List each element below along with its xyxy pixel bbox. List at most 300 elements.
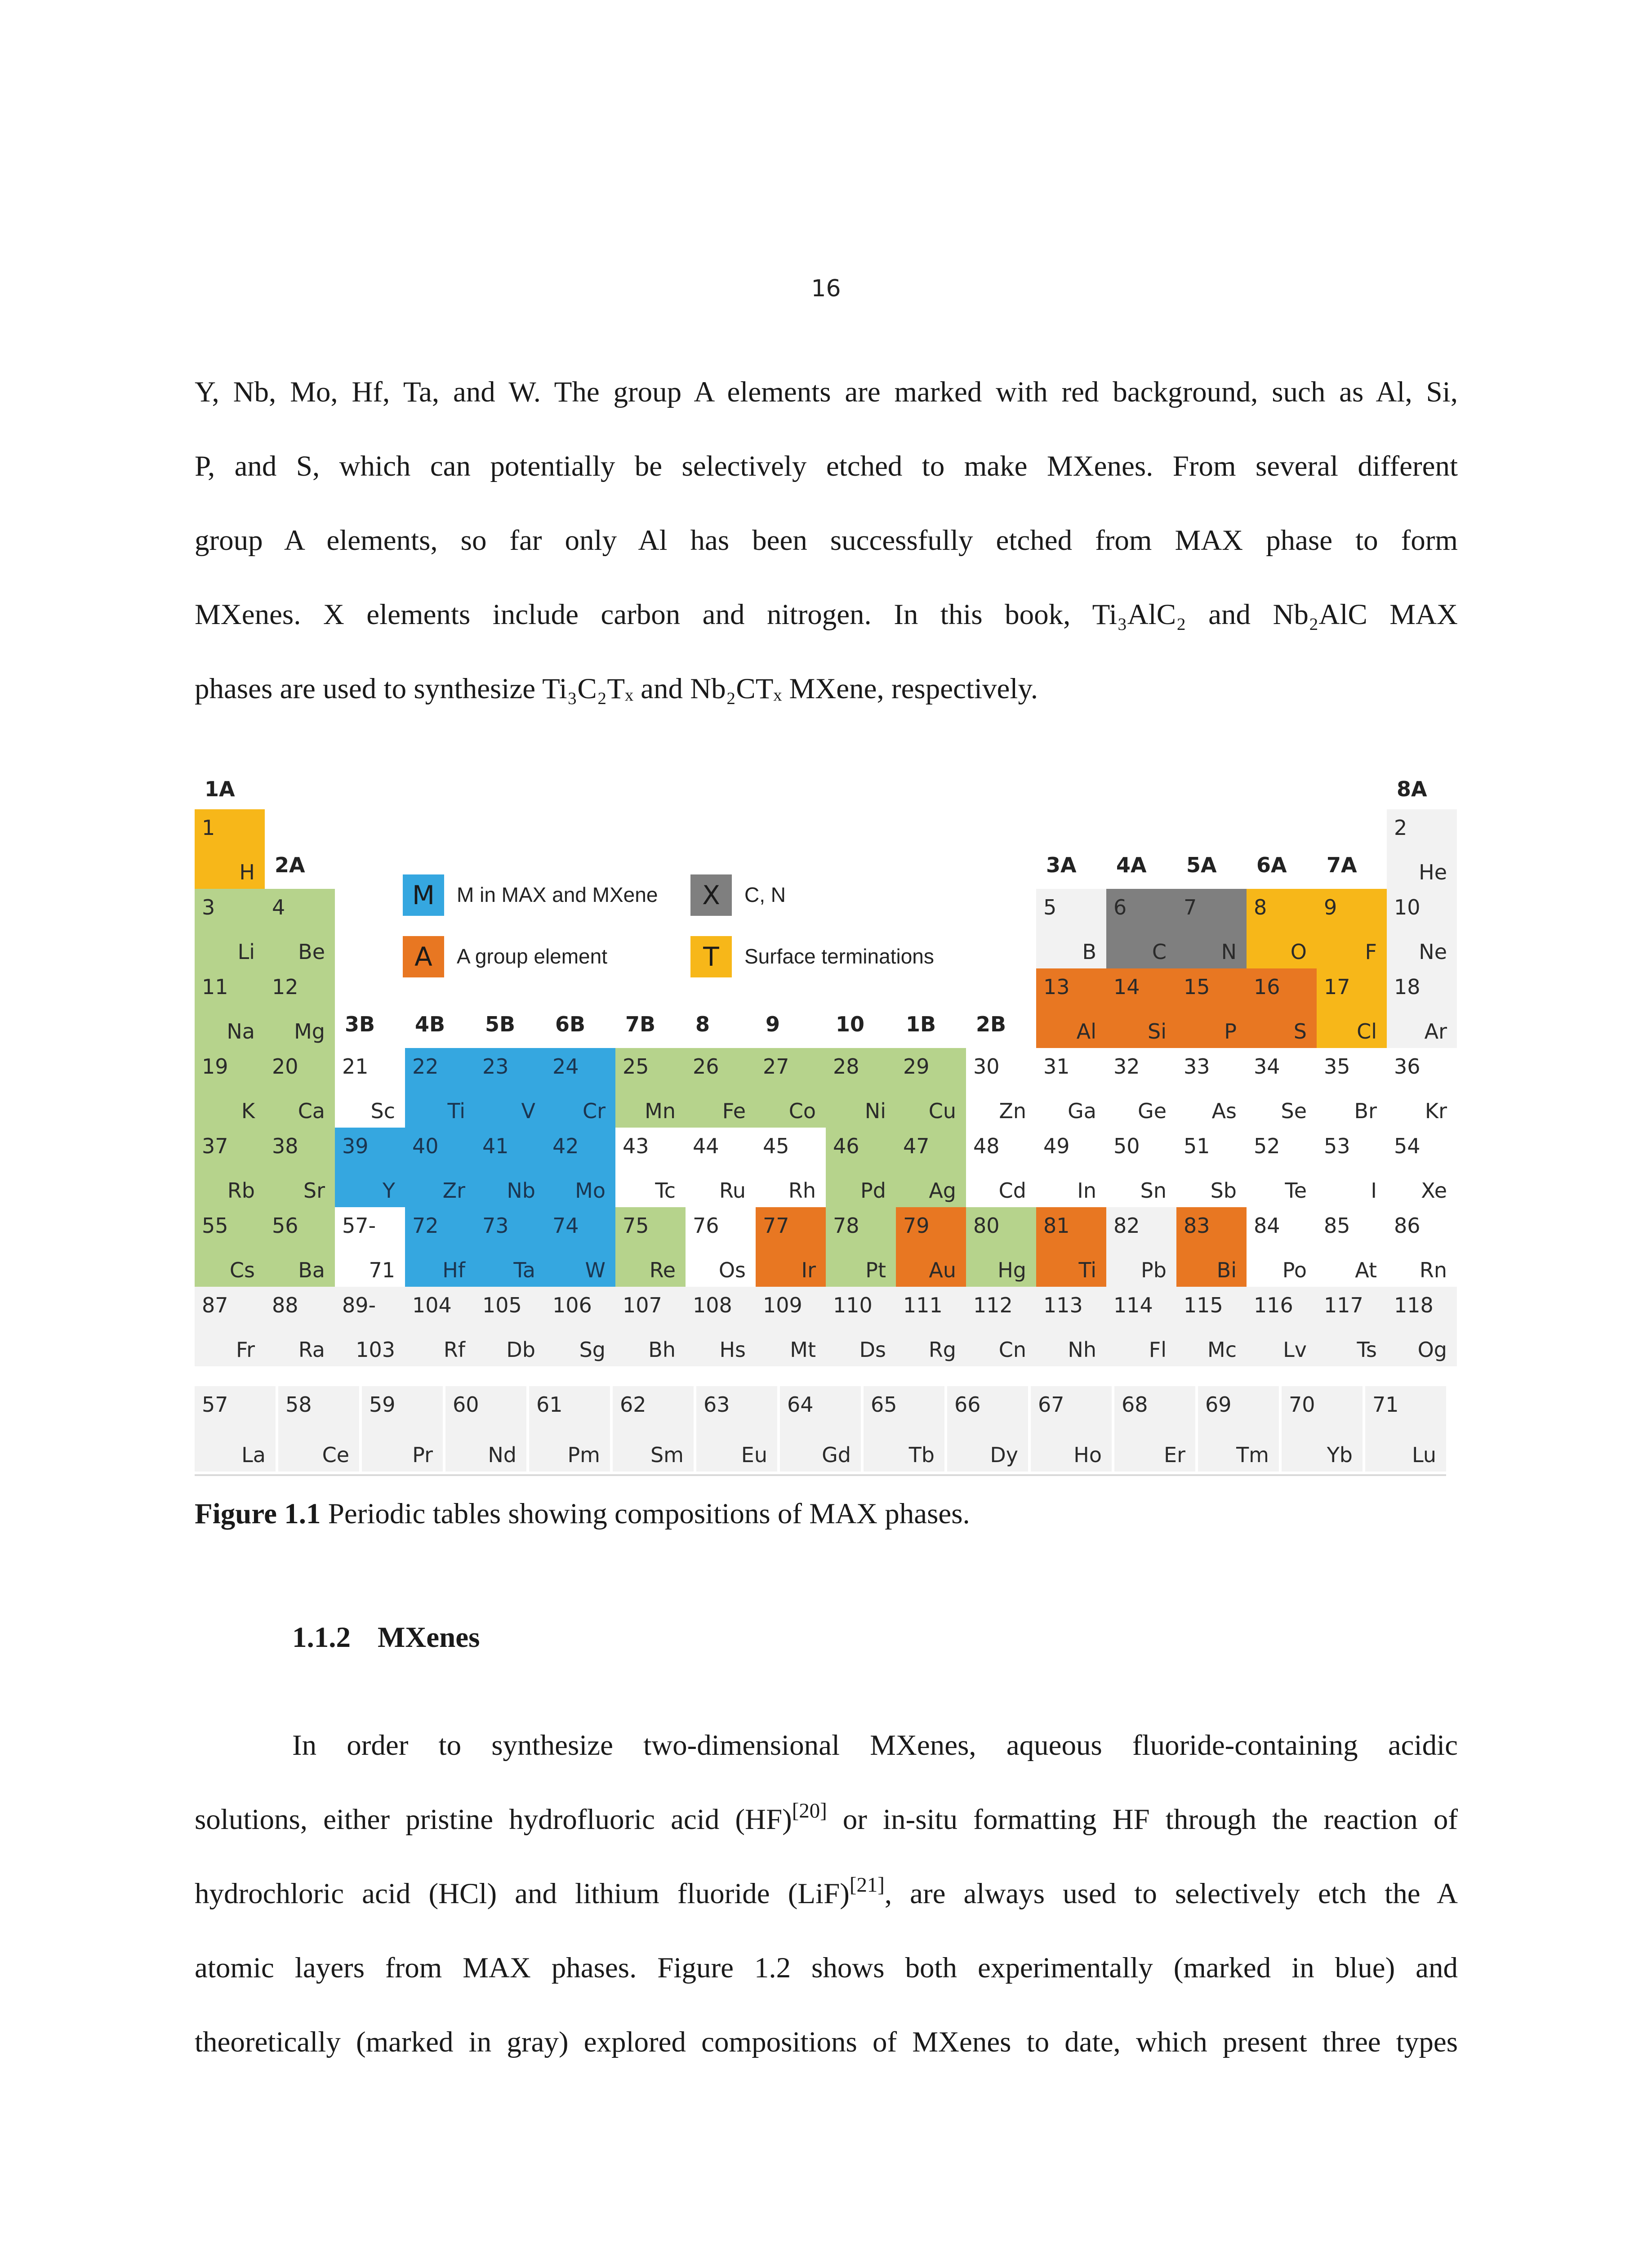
atomic-number: 108 [693, 1293, 732, 1317]
element-symbol: Sg [579, 1338, 606, 1362]
element-cell-ca [265, 1048, 335, 1128]
element-cell-o [1247, 889, 1317, 968]
atomic-number: 74 [552, 1213, 579, 1238]
element-cell-i [1317, 1128, 1387, 1207]
caption-text: Periodic tables showing compositions of MAX phases. [321, 1498, 970, 1530]
element-symbol: Lv [1283, 1338, 1307, 1362]
element-cell-ir [756, 1207, 826, 1287]
group-label-4a: 4A [1116, 853, 1147, 877]
atomic-number: 71 [1372, 1392, 1399, 1417]
element-symbol: Re [649, 1258, 676, 1282]
element-symbol: Cs [229, 1258, 255, 1282]
atomic-number: 104 [412, 1293, 452, 1317]
atomic-number: 84 [1254, 1213, 1280, 1238]
element-cell-hf [405, 1207, 475, 1287]
group-label-3b: 3B [345, 1012, 375, 1036]
element-symbol: Po [1282, 1258, 1307, 1282]
element-symbol: Ta [513, 1258, 535, 1282]
element-symbol: W [585, 1258, 606, 1282]
element-cell-ra [265, 1287, 335, 1366]
group-label-7a: 7A [1327, 853, 1357, 877]
group-label-5a: 5A [1186, 853, 1217, 877]
atomic-number: 61 [536, 1392, 563, 1417]
atomic-number: 17 [1324, 975, 1350, 999]
lanthanide-cell-gd [780, 1386, 861, 1472]
element-symbol: Mt [790, 1338, 816, 1362]
atomic-number: 64 [787, 1392, 814, 1417]
atomic-number: 63 [704, 1392, 730, 1417]
element-cell-sc [335, 1048, 405, 1128]
group-label-1b: 1B [906, 1012, 936, 1036]
element-cell-hs [686, 1287, 756, 1366]
text-line: Y, Nb, Mo, Hf, Ta, and W. The group A elements are marked with red background, such as Al, Si, [195, 376, 1458, 408]
element-symbol: Pm [567, 1443, 600, 1467]
element-symbol: Au [929, 1258, 956, 1282]
element-symbol: I [1371, 1178, 1377, 1203]
atomic-number: 112 [973, 1293, 1013, 1317]
element-symbol: La [241, 1443, 266, 1467]
atomic-number: 110 [833, 1293, 873, 1317]
atomic-number: 31 [1043, 1054, 1070, 1079]
element-cell-c [1106, 889, 1176, 968]
atomic-number: 13 [1043, 975, 1070, 999]
element-symbol: Fl [1149, 1338, 1167, 1362]
element-symbol: 103 [356, 1338, 395, 1362]
element-symbol: Os [718, 1258, 746, 1282]
element-cell-rg [896, 1287, 966, 1366]
element-symbol: Cr [582, 1099, 606, 1123]
element-cell-cr [545, 1048, 615, 1128]
atomic-number: 19 [202, 1054, 228, 1079]
element-cell-be [265, 889, 335, 968]
element-symbol: Gd [822, 1443, 851, 1467]
figure-caption [195, 1497, 970, 1531]
text-line: atomic layers from MAX phases. Figure 1.2 shows both experimentally (marked in blue) and [195, 1952, 1458, 1984]
section-heading [292, 1621, 480, 1655]
element-cell-pd [826, 1128, 896, 1207]
atomic-number: 11 [202, 975, 228, 999]
atomic-number: 106 [552, 1293, 592, 1317]
atomic-number: 72 [412, 1213, 439, 1238]
group-label-5b: 5B [485, 1012, 516, 1036]
element-symbol: Tm [1236, 1443, 1269, 1467]
element-symbol: Mc [1207, 1338, 1237, 1362]
element-symbol: Ca [298, 1099, 325, 1123]
atomic-number: 6 [1113, 895, 1127, 919]
element-cell-v [475, 1048, 545, 1128]
element-symbol: Co [788, 1099, 816, 1123]
element-cell-br [1317, 1048, 1387, 1128]
element-cell-sb [1176, 1128, 1247, 1207]
atomic-number: 1 [202, 816, 215, 840]
element-cell-in [1036, 1128, 1106, 1207]
element-cell-sr [265, 1128, 335, 1207]
citation-ref[interactable]: [21] [849, 1873, 885, 1897]
element-cell-ts [1317, 1287, 1387, 1366]
group-label-10: 10 [836, 1012, 865, 1036]
text-line: MXenes. X elements include carbon and nitrogen. In this book, Ti₃AlC₂ and Nb₂AlC MAX [195, 598, 1458, 631]
atomic-number: 30 [973, 1054, 1000, 1079]
element-symbol: B [1082, 940, 1096, 964]
text-line [195, 1857, 1458, 1931]
lanthanide-cell-tb [864, 1386, 944, 1472]
element-cell-re [615, 1207, 686, 1287]
atomic-number: 54 [1394, 1134, 1420, 1158]
element-cell-se [1247, 1048, 1317, 1128]
section-number: 1.1.2 [292, 1621, 351, 1654]
text-line: In order to synthesize two-dimensional MXenes, aqueous fluoride-containing acidic [292, 1729, 1458, 1762]
atomic-number: 85 [1324, 1213, 1350, 1238]
element-cell-f [1317, 889, 1387, 968]
element-symbol: Ti [447, 1099, 465, 1123]
atomic-number: 87 [202, 1293, 228, 1317]
atomic-number: 70 [1289, 1392, 1315, 1417]
element-cell-xe [1387, 1128, 1457, 1207]
element-cell-mg [265, 968, 335, 1048]
atomic-number: 113 [1043, 1293, 1083, 1317]
element-cell-rf [405, 1287, 475, 1366]
legend-label-m: M in MAX and MXene [457, 883, 658, 906]
text-line: group A elements, so far only Al has been successfully etched from MAX phase to form [195, 524, 1458, 557]
atomic-number: 12 [272, 975, 298, 999]
atomic-number: 58 [285, 1392, 312, 1417]
atomic-number: 46 [833, 1134, 859, 1158]
atomic-number: 38 [272, 1134, 298, 1158]
element-symbol: As [1211, 1099, 1237, 1123]
element-symbol: Al [1076, 1019, 1096, 1044]
element-cell-fr [195, 1287, 265, 1366]
element-symbol: Ra [298, 1338, 325, 1362]
element-symbol: Hg [997, 1258, 1026, 1282]
element-symbol: Sr [303, 1178, 325, 1203]
group-label-2b: 2B [976, 1012, 1006, 1036]
atomic-number: 48 [973, 1134, 1000, 1158]
group-label-8: 8 [695, 1012, 710, 1036]
element-cell-nh [1036, 1287, 1106, 1366]
group-label-6b: 6B [555, 1012, 586, 1036]
element-symbol: In [1077, 1178, 1096, 1203]
atomic-number: 109 [763, 1293, 802, 1317]
element-cell-al [1036, 968, 1106, 1048]
element-cell-cd [966, 1128, 1036, 1207]
element-symbol: Se [1281, 1099, 1307, 1123]
atomic-number: 76 [693, 1213, 719, 1238]
element-symbol: H [239, 860, 255, 884]
lanthanide-cell-la [195, 1386, 276, 1472]
element-symbol: He [1419, 860, 1447, 884]
element-symbol: Nd [488, 1443, 517, 1467]
legend-label-x: C, N [744, 883, 786, 906]
text-line: phases are used to synthesize Ti₃C₂Tₓ and Nb₂CTₓ MXene, respectively. [195, 673, 1038, 705]
element-symbol: Db [506, 1338, 535, 1362]
element-cell-lv [1247, 1287, 1317, 1366]
atomic-number: 79 [903, 1213, 930, 1238]
element-symbol: Zn [999, 1099, 1026, 1123]
element-cell-rh [756, 1128, 826, 1207]
atomic-number: 9 [1324, 895, 1337, 919]
element-symbol: Sc [370, 1099, 395, 1123]
atomic-number: 39 [342, 1134, 369, 1158]
atomic-number: 65 [871, 1392, 897, 1417]
element-cell-ni [826, 1048, 896, 1128]
element-cell-b [1036, 889, 1106, 968]
element-cell-li [195, 889, 265, 968]
atomic-number: 59 [369, 1392, 396, 1417]
element-symbol: Ts [1357, 1338, 1377, 1362]
atomic-number: 43 [623, 1134, 649, 1158]
element-symbol: 71 [369, 1258, 395, 1282]
element-cell-au [896, 1207, 966, 1287]
atomic-number: 28 [833, 1054, 859, 1079]
text-span: or in-situ formatting HF through the reaction of [827, 1803, 1458, 1836]
element-cell-nb [475, 1128, 545, 1207]
element-symbol: Bi [1216, 1258, 1237, 1282]
atomic-number: 114 [1113, 1293, 1153, 1317]
group-label-8a: 8A [1397, 777, 1427, 801]
atomic-number: 27 [763, 1054, 789, 1079]
element-cell-rn [1387, 1207, 1457, 1287]
element-cell-fl [1106, 1287, 1176, 1366]
atomic-number: 68 [1122, 1392, 1148, 1417]
element-cell-ba [265, 1207, 335, 1287]
legend-swatch-m: M [403, 874, 444, 916]
atomic-number: 26 [693, 1054, 719, 1079]
lanthanide-cell-pm [529, 1386, 610, 1472]
lanthanide-cell-ce [278, 1386, 359, 1472]
element-cell-cs [195, 1207, 265, 1287]
atomic-number: 42 [552, 1134, 579, 1158]
element-cell-ti [1036, 1207, 1106, 1287]
atomic-number: 55 [202, 1213, 228, 1238]
element-symbol: C [1152, 940, 1167, 964]
atomic-number: 75 [623, 1213, 649, 1238]
element-cell-bh [615, 1287, 686, 1366]
element-cell-kr [1387, 1048, 1457, 1128]
element-symbol: N [1221, 940, 1237, 964]
atomic-number: 3 [202, 895, 215, 919]
element-cell-ta [475, 1207, 545, 1287]
element-symbol: Fr [236, 1338, 255, 1362]
atomic-number: 53 [1324, 1134, 1350, 1158]
element-cell-mn [615, 1048, 686, 1128]
atomic-number: 36 [1394, 1054, 1420, 1079]
element-symbol: Ag [929, 1178, 956, 1203]
atomic-number: 88 [272, 1293, 298, 1317]
atomic-number: 10 [1394, 895, 1420, 919]
atomic-number: 66 [954, 1392, 981, 1417]
element-symbol: Ar [1424, 1019, 1447, 1044]
group-label-4b: 4B [415, 1012, 445, 1036]
lanthanide-cell-nd [445, 1386, 526, 1472]
element-symbol: At [1355, 1258, 1377, 1282]
atomic-number: 50 [1113, 1134, 1140, 1158]
element-symbol: Ni [864, 1099, 886, 1123]
element-cell-mc [1176, 1287, 1247, 1366]
element-symbol: Fe [722, 1099, 746, 1123]
page-number: 16 [811, 275, 841, 302]
element-cell-na [195, 968, 265, 1048]
element-cell-cu [896, 1048, 966, 1128]
lanthanide-cell-pr [362, 1386, 443, 1472]
element-symbol: Mn [645, 1099, 676, 1123]
element-symbol: Si [1148, 1019, 1167, 1044]
element-cell-ti [405, 1048, 475, 1128]
lanthanide-cell-yb [1282, 1386, 1363, 1472]
element-symbol: P [1224, 1019, 1237, 1044]
element-cell-ga [1036, 1048, 1106, 1128]
lanthanide-cell-er [1114, 1386, 1195, 1472]
element-symbol: Mg [294, 1019, 325, 1044]
atomic-number: 33 [1184, 1054, 1210, 1079]
element-symbol: Ce [322, 1443, 349, 1467]
text-span: solutions, either pristine hydrofluoric acid (HF) [195, 1803, 792, 1836]
element-cell-cn [966, 1287, 1036, 1366]
element-symbol: Rb [227, 1178, 255, 1203]
atomic-number: 15 [1184, 975, 1210, 999]
atomic-number: 29 [903, 1054, 930, 1079]
element-cell-pt [826, 1207, 896, 1287]
legend-swatch-t: T [690, 936, 732, 977]
element-symbol: Pb [1141, 1258, 1167, 1282]
element-symbol: Cu [928, 1099, 956, 1123]
atomic-number: 44 [693, 1134, 719, 1158]
group-label-9: 9 [766, 1012, 780, 1036]
element-cell-zr [405, 1128, 475, 1207]
element-symbol: Sm [650, 1443, 684, 1467]
element-symbol: Og [1417, 1338, 1447, 1362]
caption-label: Figure 1.1 [195, 1498, 321, 1530]
element-symbol: Tc [655, 1178, 676, 1203]
atomic-number: 40 [412, 1134, 439, 1158]
atomic-number: 45 [763, 1134, 789, 1158]
element-symbol: Yb [1327, 1443, 1353, 1467]
legend-label-t: Surface terminations [744, 945, 934, 968]
element-cell-103 [335, 1287, 405, 1366]
element-symbol: Ba [298, 1258, 325, 1282]
group-label-2a: 2A [275, 853, 305, 877]
lanthanide-cell-eu [696, 1386, 777, 1472]
atomic-number: 5 [1043, 895, 1057, 919]
element-symbol: S [1293, 1019, 1307, 1044]
element-cell-as [1176, 1048, 1247, 1128]
element-cell-te [1247, 1128, 1317, 1207]
atomic-number: 4 [272, 895, 285, 919]
atomic-number: 47 [903, 1134, 930, 1158]
element-symbol: Eu [741, 1443, 767, 1467]
atomic-number: 67 [1038, 1392, 1064, 1417]
text-span: hydrochloric acid (HCl) and lithium fluoride (LiF) [195, 1878, 850, 1910]
element-symbol: Ne [1419, 940, 1447, 964]
element-symbol: Ga [1068, 1099, 1096, 1123]
element-symbol: Ir [801, 1258, 816, 1282]
element-cell-og [1387, 1287, 1457, 1366]
element-symbol: Tb [908, 1443, 935, 1467]
lanthanide-cell-sm [613, 1386, 694, 1472]
element-symbol: Kr [1425, 1099, 1447, 1123]
atomic-number: 81 [1043, 1213, 1070, 1238]
atomic-number: 111 [903, 1293, 943, 1317]
element-symbol: F [1365, 940, 1377, 964]
element-symbol: Hf [442, 1258, 465, 1282]
atomic-number: 78 [833, 1213, 859, 1238]
element-symbol: Xe [1421, 1178, 1447, 1203]
element-cell-co [756, 1048, 826, 1128]
element-cell-n [1176, 889, 1247, 968]
element-symbol: Ds [859, 1338, 886, 1362]
element-symbol: Dy [990, 1443, 1018, 1467]
legend-label-a: A group element [457, 945, 608, 968]
element-cell-y [335, 1128, 405, 1207]
atomic-number: 116 [1254, 1293, 1293, 1317]
element-symbol: Nb [507, 1178, 535, 1203]
atomic-number: 18 [1394, 975, 1420, 999]
lanthanide-cell-tm [1198, 1386, 1279, 1472]
atomic-number: 60 [453, 1392, 479, 1417]
atomic-number: 35 [1324, 1054, 1350, 1079]
element-symbol: Y [382, 1178, 395, 1203]
element-cell-71 [335, 1207, 405, 1287]
atomic-number: 22 [412, 1054, 439, 1079]
element-cell-w [545, 1207, 615, 1287]
element-symbol: Er [1164, 1443, 1185, 1467]
atomic-number: 52 [1254, 1134, 1280, 1158]
atomic-number: 86 [1394, 1213, 1420, 1238]
element-symbol: Ru [719, 1178, 746, 1203]
element-symbol: Zr [442, 1178, 465, 1203]
element-cell-ag [896, 1128, 966, 1207]
element-symbol: Br [1354, 1099, 1377, 1123]
element-symbol: Be [298, 940, 325, 964]
element-symbol: Li [237, 940, 255, 964]
atomic-number: 51 [1184, 1134, 1210, 1158]
text-line: theoretically (marked in gray) explored compositions of MXenes to date, which present three types [195, 2026, 1458, 2058]
text-line [195, 1783, 1458, 1857]
group-label-3a: 3A [1046, 853, 1077, 877]
element-symbol: Ti [1078, 1258, 1096, 1282]
atomic-number: 118 [1394, 1293, 1434, 1317]
element-cell-he [1387, 809, 1457, 889]
element-cell-os [686, 1207, 756, 1287]
atomic-number: 82 [1113, 1213, 1140, 1238]
element-symbol: Pd [860, 1178, 886, 1203]
atomic-number: 41 [482, 1134, 509, 1158]
element-symbol: Rg [928, 1338, 956, 1362]
atomic-number: 20 [272, 1054, 298, 1079]
element-cell-sg [545, 1287, 615, 1366]
atomic-number: 49 [1043, 1134, 1070, 1158]
atomic-number: 117 [1324, 1293, 1363, 1317]
element-symbol: Cn [998, 1338, 1026, 1362]
element-symbol: Pr [412, 1443, 433, 1467]
atomic-number: 107 [623, 1293, 662, 1317]
atomic-number: 7 [1184, 895, 1197, 919]
element-cell-ru [686, 1128, 756, 1207]
element-cell-sn [1106, 1128, 1176, 1207]
element-cell-h [195, 809, 265, 889]
citation-ref[interactable]: [20] [792, 1799, 827, 1823]
group-label-7b: 7B [625, 1012, 656, 1036]
atomic-number: 2 [1394, 816, 1407, 840]
element-cell-ge [1106, 1048, 1176, 1128]
element-symbol: Rn [1419, 1258, 1447, 1282]
element-cell-ar [1387, 968, 1457, 1048]
element-cell-p [1176, 968, 1247, 1048]
element-cell-bi [1176, 1207, 1247, 1287]
element-symbol: Rf [443, 1338, 465, 1362]
lanthanide-cell-dy [947, 1386, 1028, 1472]
atomic-number: 80 [973, 1213, 1000, 1238]
atomic-number: 115 [1184, 1293, 1223, 1317]
